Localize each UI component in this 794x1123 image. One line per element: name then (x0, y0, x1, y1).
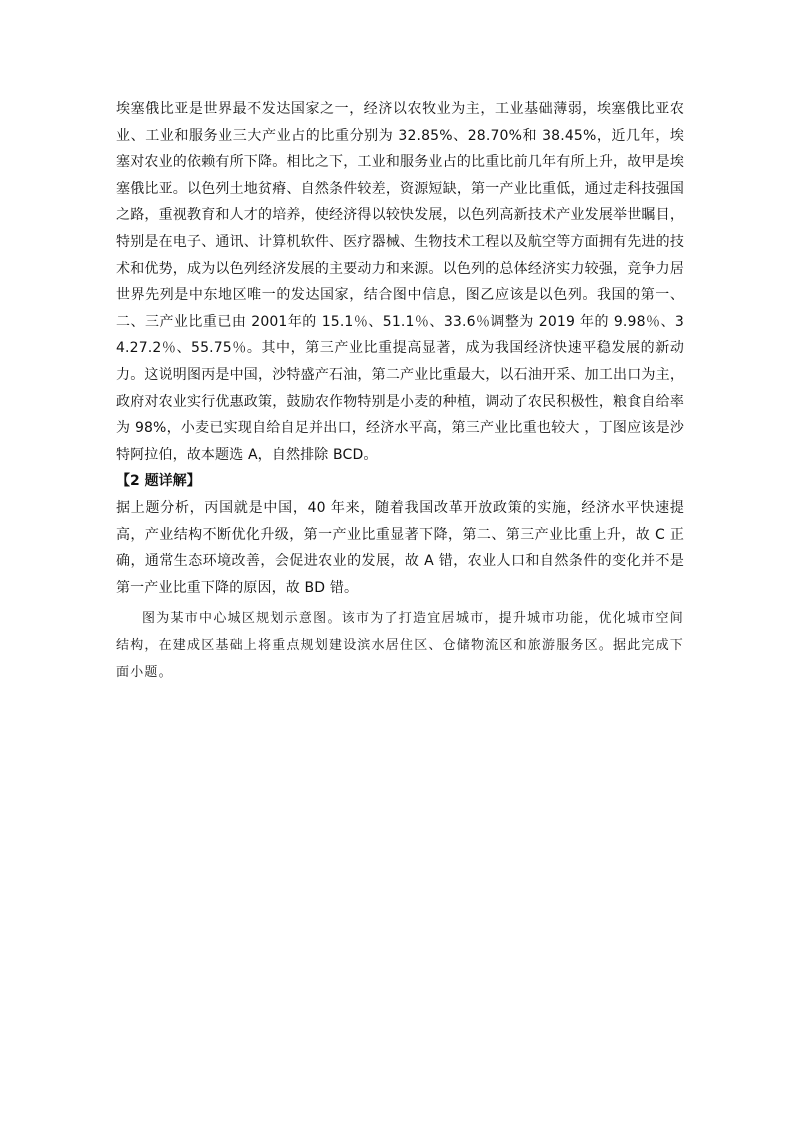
document-page (116, 96, 684, 686)
next-question-intro: 图为某市中心城区规划示意图。该市为了打造宜居城市，提升城市功能，优化城市空间结构，在建成区基础上将重点规划建设滨水居住区、仓储物流区和旅游服务区。据此完成下面小题。 (116, 611, 685, 681)
answer-explanation-paragraph-1: 埃塞俄比亚是世界最不发达国家之一，经济以农牧业为主，工业基础薄弱，埃塞俄比亚农业、工业和服务业三大产业占的比重分别为 32.85%、28.70%和 38.45%，近几年，埃塞对农业的依赖有所下降。相比之下，工业和服务业占的比重比前几年有所上升，故甲是埃塞俄比亚。以色列土地贫瘠、自然条件较差，资源短缺，第一产业比重低，通过走科技强国之路，重视教育和人才的培养，使经济得以较快发展，以色列高新技术产业发展举世瞩目，特别是在电子、通讯、计算机软件、医疗器械、生物技术工程以及航空等方面拥有先进的技术和优势，成为以色列经济发展的主要动力和来源。以色列的总体经济实力较强，竞争力居世界先列是中东地区唯一的发达国家，结合图中信息，图乙应该是以色列。我国的第一、二、三产业比重已由 2001年的 15.1％、51.1％、33.6％调整为 2019 年的 9.98％、34.27.2％、55.75％。其中，第三产业比重提高显著，成为我国经济快速平稳发展的新动力。这说明图丙是中国，沙特盛产石油，第二产业比重最大，以石油开采、加工出口为主，政府对农业实行优惠政策，鼓励农作物特别是小麦的种植，调动了农民积极性，粮食自给率为 98%，小麦已实现自给自足并出口，经济水平高，第三产业比重也较大 ，丁图应该是沙特阿拉伯，故本题选 A，自然排除 BCD。 (116, 101, 684, 463)
answer-explanation-paragraph-2: 据上题分析，丙国就是中国，40 年来，随着我国改革开放政策的实施，经济水平快速提高，产业结构不断优化升级，第一产业比重显著下降，第二、第三产业比重上升，故 C 正确，通常生态环境改善，会促进农业的发展，故 A 错，农业人口和自然条件的变化并不是第一产业比重下降的原因，故 BD 错。 (116, 499, 684, 596)
question-2-explanation-heading: 【2 题详解】 (116, 473, 201, 490)
